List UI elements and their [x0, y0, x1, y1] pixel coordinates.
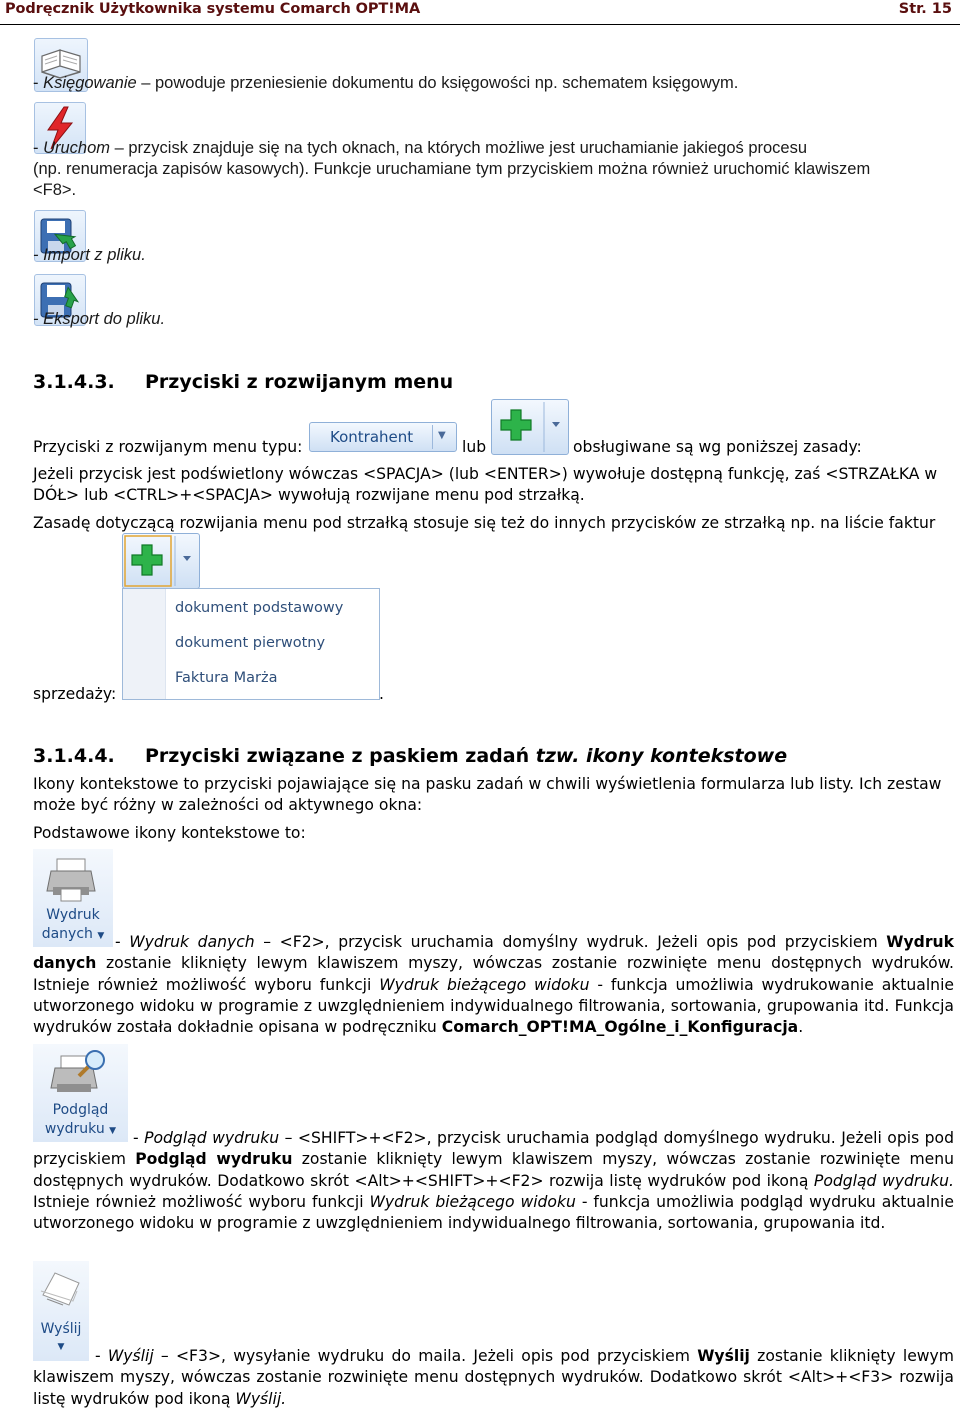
podglad-desc: - Podgląd wydruku – <SHIFT>+<F2>, przycisk uruchamia podgląd domyślnego wydruku. Jeżeli opis pod przyciskiem Podgląd wydruku zostanie kliknięty lewym klawiszem myszy, wówczas zostanie rozwinięte menu dostępnych wydruków. Dodatkowo skrót <Alt>+<SHIFT>+<F2> rozwija listę wydruków pod ikoną Podgląd wydruku. Istnieje również możliwość wyboru funkcji Wydruk bieżącego widoku - funkcja umożliwia podgląd wydruku aktualnie utworzonego widoku w programie z uwzględnieniem indywidualnego filtrowania, sortowania, grupowania itd.	[33, 1129, 955, 1233]
kontrahent-dropdown-button[interactable]: Kontrahent ▼	[309, 422, 457, 452]
add-invoice-dropdown-button[interactable]	[122, 533, 200, 589]
section-heading-3143: 3.1.4.3. Przyciski z rozwijanym menu	[33, 371, 454, 393]
plus-icon	[492, 400, 568, 454]
context-icons-intro: Podstawowe ikony kontekstowe to:	[33, 824, 306, 842]
intro-lub: lub	[462, 438, 487, 456]
menu-item-dokument-pierwotny[interactable]: dokument pierwotny	[175, 635, 326, 651]
sentence-dot: .	[379, 685, 384, 703]
invoice-dropdown-menu	[122, 588, 380, 700]
wyslij-desc: - Wyślij – <F3>, wysyłanie wydruku do maila. Jeżeli opis pod przyciskiem Wyślij zostanie kliknięty lewym klawiszem myszy, wówczas zostanie rozwinięte menu dostępnych wydruków. Dodatkowo skrót <Alt>+<F3> rozwija listę wydruków pod ikoną Wyślij.	[33, 1347, 954, 1408]
send-button[interactable]: Wyślij ▼	[33, 1261, 89, 1361]
section-heading-3144: 3.1.4.4. Przyciski związane z paskiem zadań tzw. ikony kontekstowe	[33, 745, 788, 767]
dropdown-intro-text: Przyciski z rozwijanym menu typu:	[33, 438, 303, 456]
rule-para2: Zasadę dotyczącą rozwijania menu pod strzałką stosuje się też do innych przycisków ze strzałką np. na liście faktur	[33, 514, 936, 532]
chevron-down-icon[interactable]: ▼	[438, 430, 446, 441]
menu-item-dokument-podstawowy[interactable]: dokument podstawowy	[175, 600, 344, 616]
rule-para-line1: Jeżeli przycisk jest podświetlony wówczas <SPACJA> (lub <ENTER>) wywołuje dostępną funkcję, zaś <STRZAŁKA w	[33, 465, 938, 483]
plus-icon	[123, 534, 199, 588]
ksiegowanie-desc: - Księgowanie – powoduje przeniesienie dokumentu do księgowości np. schematem księgowym.	[33, 74, 739, 92]
sprzedazy-label: sprzedaży:	[33, 685, 117, 703]
chevron-down-icon: ▼	[57, 1342, 65, 1352]
uruchom-desc-line1: - Uruchom – przycisk znajduje się na tych oknach, na których możliwe jest uruchamianie jakiegoś procesu	[33, 139, 808, 157]
eksport-desc: - Eksport do pliku.	[33, 310, 166, 328]
print-data-button[interactable]: Wydruk danych ▼	[33, 849, 113, 947]
print-preview-button[interactable]: Podgląd wydruku ▼	[33, 1044, 128, 1142]
context-icons-para-line2: może być różny w zależności od aktywnego okna:	[33, 796, 423, 814]
add-dropdown-button[interactable]	[491, 399, 569, 455]
intro-rule-text: obsługiwane są wg poniższej zasady:	[573, 438, 862, 456]
document-title: Podręcznik Użytkownika systemu Comarch OPT!MA	[5, 1, 421, 17]
import-desc: - Import z pliku.	[33, 246, 146, 264]
printer-icon	[33, 849, 113, 909]
page-number: Str. 15	[898, 1, 952, 17]
header-rule	[0, 24, 960, 25]
uruchom-desc-line2: (np. renumeracja zapisów kasowych). Funkcje uruchamiane tym przyciskiem można również uruchomić klawiszem	[33, 160, 871, 178]
menu-item-faktura-marza[interactable]: Faktura Marża	[175, 670, 278, 686]
context-icons-para-line1: Ikony kontekstowe to przyciski pojawiające się na pasku zadań w chwili wyświetlenia formularza lub listy. Ich zestaw	[33, 775, 942, 793]
rule-para-line2: DÓŁ> lub <CTRL>+<SPACJA> wywołują rozwijane menu pod strzałką.	[33, 486, 585, 504]
send-mail-icon	[33, 1261, 89, 1321]
page-header	[0, 0, 960, 24]
print-preview-icon	[33, 1044, 128, 1104]
uruchom-desc-line3: <F8>.	[33, 181, 77, 199]
wydruk-desc: - Wydruk danych – <F2>, przycisk uruchamia domyślny wydruk. Jeżeli opis pod przyciskiem Wydruk danych zostanie kliknięty lewym klawiszem myszy, wówczas zostanie rozwinięte menu dostępnych wydruków. Istnieje również możliwość wyboru funkcji Wydruk bieżącego widoku - funkcja umożliwia wydrukowanie aktualnie utworzonego widoku w programie z uwzględnieniem indywidualnego filtrowania, sortowania, grupowania itd. Funkcja wydruków została dokładnie opisana w podręczniku Comarch_OPT!MA_Ogólne_i_Konfiguracja.	[33, 933, 954, 1037]
